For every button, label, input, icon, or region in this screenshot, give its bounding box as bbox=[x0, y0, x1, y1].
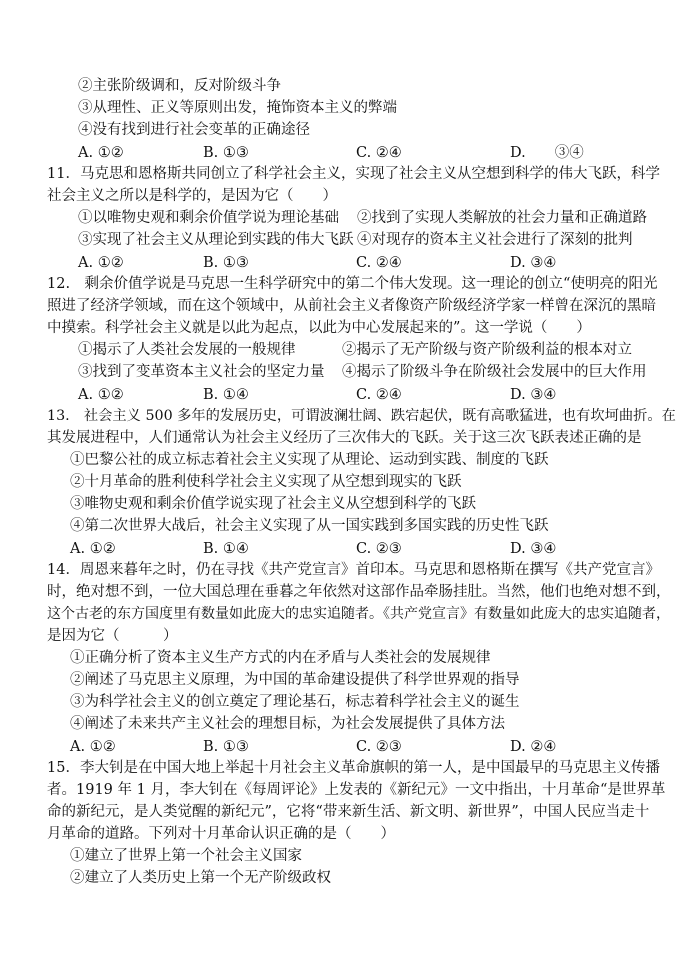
q12-stem-line-1: 12. 剩余价值学说是马克思一生科学研究中的第二个伟大发现。这一理论的创立“使明亮的阳光 bbox=[47, 276, 658, 292]
q14-item-2: ②阐述了马克思主义原理，为中国的革命建设提供了科学世界观的指导 bbox=[70, 672, 520, 688]
q15-item-1: ①建立了世界上第一个社会主义国家 bbox=[70, 848, 302, 864]
q12-option-c: C. ②④ bbox=[356, 387, 402, 403]
q12-item-3: ③找到了变革资本主义社会的坚定力量 bbox=[78, 364, 325, 380]
q13-option-a: A. ①② bbox=[70, 541, 116, 557]
q10-option-a: A. ①② bbox=[78, 145, 124, 161]
q15-item-2: ②建立了人类历史上第一个无产阶级政权 bbox=[70, 870, 331, 886]
q11-item-3: ③实现了社会主义从理论到实践的伟大飞跃 bbox=[78, 232, 354, 248]
q12-option-d: D. ③④ bbox=[510, 387, 557, 403]
q10-option-c: C. ②④ bbox=[356, 145, 402, 161]
q11-stem-line-1: 11．马克思和恩格斯共同创立了科学社会主义，实现了社会主义从空想到科学的伟大飞跃，科学 bbox=[47, 166, 660, 182]
q13-option-b: B. ①④ bbox=[203, 541, 249, 557]
q13-item-3: ③唯物史观和剩余价值学说实现了社会主义从空想到科学的飞跃 bbox=[70, 496, 476, 512]
q15-stem-line-2: 者。1919 年 1 月，李大钊在《每周评论》上发表的《新纪元》一文中指出，十月革命“是世界革 bbox=[47, 782, 666, 798]
q14-stem-line-1: 14．周恩来暮年之时，仍在寻找《共产党宣言》首印本。马克思和恩格斯在撰写《共产党宣言》 bbox=[47, 562, 660, 578]
q13-stem-line-2: 其发展进程中，人们通常认为社会主义经历了三次伟大的飞跃。关于这三次飞跃表述正确的是 bbox=[47, 430, 642, 446]
q11-option-a: A. ①② bbox=[78, 255, 124, 271]
q10-item-4: ④没有找到进行社会变革的正确途径 bbox=[78, 122, 310, 138]
q14-stem-line-3: 这个古老的东方国度里有数量如此庞大的忠实追随者。《共产党宣言》有数量如此庞大的忠实追随者， bbox=[47, 606, 670, 622]
q12-item-2: ②揭示了无产阶级与资产阶级利益的根本对立 bbox=[342, 342, 632, 358]
q14-item-1: ①正确分析了资本主义生产方式的内在矛盾与人类社会的发展规律 bbox=[70, 650, 491, 666]
q12-item-4: ④揭示了阶级斗争在阶级社会发展中的巨大作用 bbox=[342, 364, 647, 380]
q13-option-d: D. ③④ bbox=[510, 541, 557, 557]
q14-item-4: ④阐述了未来共产主义社会的理想目标，为社会发展提供了具体方法 bbox=[70, 716, 505, 732]
q14-option-b: B. ①③ bbox=[203, 739, 249, 755]
q13-item-4: ④第二次世界大战后，社会主义实现了从一国实践到多国实践的历史性飞跃 bbox=[70, 518, 549, 534]
q12-stem-line-2: 照进了经济学领域，而在这个领域中，从前社会主义者像资产阶级经济学家一样曾在深沉的黑暗 bbox=[47, 298, 656, 314]
q13-option-c: C. ②③ bbox=[356, 541, 402, 557]
q10-option-b: B. ①③ bbox=[203, 145, 249, 161]
q14-option-c: C. ②③ bbox=[356, 739, 402, 755]
q11-item-1: ①以唯物史观和剩余价值学说为理论基础 bbox=[78, 210, 339, 226]
q12-option-b: B. ①④ bbox=[203, 387, 249, 403]
q11-item-2: ②找到了实现人类解放的社会力量和正确道路 bbox=[357, 210, 647, 226]
q14-stem-line-2: 时，绝对想不到，一位大国总理在垂暮之年依然对这部作品牵肠挂肚。当然，他们也绝对想不到， bbox=[47, 584, 671, 600]
q13-item-2: ②十月革命的胜利使科学社会主义实现了从空想到现实的飞跃 bbox=[70, 474, 462, 490]
q13-item-1: ①巴黎公社的成立标志着社会主义实现了从理论、运动到实践、制度的飞跃 bbox=[70, 452, 549, 468]
q10-item-2: ②主张阶级调和，反对阶级斗争 bbox=[78, 78, 281, 94]
q11-option-b: B. ①③ bbox=[203, 255, 249, 271]
q13-stem-line-1: 13. 社会主义 500 多年的发展历史，可谓波澜壮阔、跌宕起伏，既有高歌猛进，也有坎坷曲折。在 bbox=[47, 408, 676, 424]
q11-option-c: C. ②④ bbox=[356, 255, 402, 271]
q14-option-a: A. ①② bbox=[70, 739, 116, 755]
q11-item-4: ④对现存的资本主义社会进行了深刻的批判 bbox=[357, 232, 633, 248]
q14-stem-line-4: 是因为它（ ） bbox=[47, 628, 178, 644]
q14-option-d: D. ②④ bbox=[510, 739, 557, 755]
q10-option-d: D. ③④ bbox=[510, 145, 584, 161]
q12-item-1: ①揭示了人类社会发展的一般规律 bbox=[78, 342, 296, 358]
q15-stem-line-1: 15．李大钊是在中国大地上举起十月社会主义革命旗帜的第一人，是中国最早的马克思主义传播 bbox=[47, 760, 660, 776]
q15-stem-line-4: 月革命的道路。下列对十月革命认识正确的是（ ） bbox=[47, 826, 395, 842]
q12-stem-line-3: 中摸索。科学社会主义就是以此为起点，以此为中心发展起来的”。这一学说（ ） bbox=[47, 320, 591, 336]
q15-stem-line-3: 命的新纪元，是人类觉醒的新纪元”，它将“带来新生活、新文明、新世界”，中国人民应当走十 bbox=[47, 804, 650, 820]
q11-option-d: D. ③④ bbox=[510, 255, 557, 271]
q10-item-3: ③从理性、正义等原则出发，掩饰资本主义的弊端 bbox=[78, 100, 397, 116]
q14-item-3: ③为科学社会主义的创立奠定了理论基石，标志着科学社会主义的诞生 bbox=[70, 694, 520, 710]
q12-option-a: A. ①② bbox=[78, 387, 124, 403]
q11-stem-line-2: 社会主义之所以是科学的，是因为它（ ） bbox=[47, 188, 337, 204]
